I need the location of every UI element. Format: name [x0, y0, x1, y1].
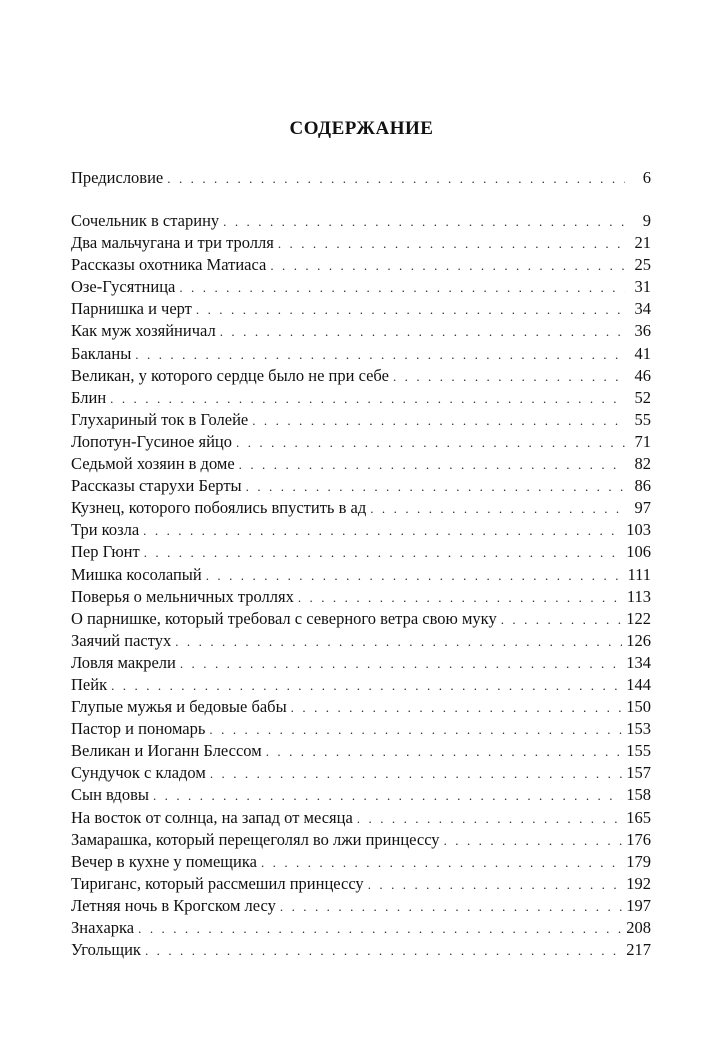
toc-entry — [71, 475, 651, 497]
toc-entry-title: Предисловие — [71, 168, 164, 187]
toc-entry-page-number: 103 — [626, 520, 651, 540]
toc-dot-leader — [368, 874, 623, 896]
toc-dot-leader — [210, 763, 622, 785]
toc-entry-page-number: 111 — [627, 564, 651, 584]
toc-dot-leader — [153, 785, 622, 807]
toc-dot-leader — [291, 697, 623, 719]
toc-dot-leader — [298, 587, 623, 609]
toc-dot-leader — [145, 940, 622, 962]
toc-preface-list — [71, 167, 651, 189]
toc-entry-page-number: 126 — [626, 630, 651, 650]
toc-entry — [71, 829, 651, 851]
toc-dot-leader — [135, 344, 625, 366]
toc-entry-page-number: 25 — [634, 255, 651, 275]
toc-entry-page-number: 97 — [634, 498, 651, 518]
toc-dot-leader — [246, 476, 625, 498]
toc-entry — [71, 541, 651, 563]
toc-entry — [71, 807, 651, 829]
toc-entry — [71, 895, 651, 917]
toc-entry — [71, 320, 651, 342]
toc-entry — [71, 365, 651, 387]
toc-dot-leader — [196, 299, 625, 321]
toc-dot-leader — [266, 741, 623, 763]
toc-entry-title: Пастор и пономарь — [71, 719, 206, 739]
toc-entry-page-number: 6 — [642, 168, 651, 187]
toc-entry-title: Пейк — [71, 674, 108, 694]
toc-entry — [71, 519, 651, 541]
toc-entry — [71, 232, 651, 254]
toc-entry-page-number: 157 — [626, 763, 651, 783]
toc-entry — [71, 784, 651, 806]
toc-entry-page-number: 179 — [626, 851, 651, 871]
toc-list — [71, 210, 651, 961]
toc-entry-title: Бакланы — [71, 343, 132, 363]
toc-entry — [71, 453, 651, 475]
toc-entry-page-number: 71 — [634, 431, 651, 451]
toc-entry-page-number: 82 — [634, 454, 651, 474]
toc-entry-title: Парнишка и черт — [71, 299, 192, 319]
toc-entry — [71, 674, 651, 696]
toc-entry-page-number: 113 — [626, 586, 651, 606]
toc-entry-title: Лопотун-Гусиное яйцо — [71, 431, 233, 451]
toc-entry-page-number: 208 — [626, 918, 651, 937]
toc-entry-title: Глупые мужья и бедовые бабы — [71, 697, 287, 717]
toc-dot-leader — [278, 233, 625, 255]
toc-entry — [71, 939, 651, 961]
toc-entry-page-number: 36 — [634, 321, 651, 341]
toc-dot-leader — [111, 675, 622, 697]
toc-dot-leader — [220, 321, 625, 343]
toc-entry-page-number: 122 — [626, 608, 651, 628]
toc-entry-title: О парнишке, который требовал с северного ветра свою муку — [71, 608, 497, 628]
toc-entry — [71, 762, 651, 784]
toc-entry-title: Замарашка, который перещеголял во лжи принцессу — [71, 829, 440, 849]
toc-entry-title: Кузнец, которого побоялись впустить в ад — [71, 498, 367, 518]
toc-dot-leader — [236, 432, 625, 454]
toc-dot-leader — [444, 830, 623, 852]
toc-entry — [71, 740, 651, 762]
toc-entry-page-number: 106 — [626, 542, 651, 562]
toc-entry-title: Рассказы старухи Берты — [71, 476, 242, 496]
toc-entry-page-number: 217 — [626, 940, 651, 960]
toc-entry-title: Знахарка — [71, 918, 135, 937]
toc-entry-page-number: 134 — [626, 652, 651, 672]
toc-entry-title: Блин — [71, 387, 107, 407]
toc-entry — [71, 167, 651, 189]
toc-dot-leader — [370, 498, 625, 520]
toc-entry-page-number: 155 — [626, 741, 651, 761]
toc-dot-leader — [280, 896, 622, 918]
toc-entry — [71, 564, 651, 586]
toc-entry-page-number: 176 — [626, 829, 651, 849]
toc-entry — [71, 718, 651, 740]
toc-entry-title: Сын вдовы — [71, 785, 149, 805]
toc-entry-title: Сундучок с кладом — [71, 763, 206, 783]
toc-entry-page-number: 153 — [626, 719, 651, 739]
toc-entry-page-number: 31 — [634, 277, 651, 297]
toc-entry — [71, 343, 651, 365]
toc-entry-page-number: 46 — [634, 365, 651, 385]
toc-dot-leader — [180, 653, 622, 675]
toc-entry-title: Летняя ночь в Крогском лесу — [71, 895, 276, 915]
toc-dot-leader — [501, 609, 623, 631]
toc-entry-page-number: 21 — [634, 233, 651, 253]
toc-entry-title: Озе-Гусятница — [71, 277, 176, 297]
toc-entry — [71, 210, 651, 232]
toc-dot-leader — [179, 277, 625, 299]
toc-entry-title: На восток от солнца, на запад от месяца — [71, 807, 353, 827]
toc-entry-title: Ловля макрели — [71, 652, 176, 672]
toc-dot-leader — [209, 719, 622, 741]
toc-entry-page-number: 52 — [634, 387, 651, 407]
toc-entry-title: Тириганс, который рассмешил принцессу — [71, 873, 364, 893]
toc-dot-leader — [206, 565, 624, 587]
toc-entry — [71, 276, 651, 298]
toc-entry-page-number: 34 — [634, 299, 651, 319]
toc-entry — [71, 608, 651, 630]
toc-entry-title: Рассказы охотника Матиаса — [71, 255, 267, 275]
toc-entry — [71, 298, 651, 320]
toc-dot-leader — [138, 918, 622, 940]
toc-entry-page-number: 197 — [626, 895, 651, 915]
toc-dot-leader — [357, 808, 622, 830]
toc-entry — [71, 917, 651, 939]
toc-entry — [71, 586, 651, 608]
toc-entry-title: Вечер в кухне у помещика — [71, 851, 257, 871]
toc-entry-title: Как муж хозяйничал — [71, 321, 216, 341]
toc-dot-leader — [223, 211, 625, 233]
toc-entry-title: Седьмой хозяин в доме — [71, 454, 235, 474]
toc-entry-title: Великан и Иоганн Блессом — [71, 741, 262, 761]
toc-entry-title: Три козла — [71, 520, 140, 540]
toc-entry-page-number: 9 — [642, 211, 651, 230]
toc-entry-page-number: 158 — [626, 785, 651, 805]
toc-entry — [71, 387, 651, 409]
toc-entry — [71, 652, 651, 674]
toc-entry-title: Глухариный ток в Голейе — [71, 409, 249, 429]
toc-entry — [71, 851, 651, 873]
toc-entry-title: Поверья о мельничных троллях — [71, 586, 294, 606]
toc-entry-title: Мишка косолапый — [71, 564, 202, 584]
toc-entry-title: Сочельник в старину — [71, 211, 220, 230]
toc-entry-title: Два мальчугана и три тролля — [71, 233, 274, 253]
toc-dot-leader — [175, 631, 622, 653]
toc-entry-title: Пер Гюнт — [71, 542, 140, 562]
toc-dot-leader — [167, 168, 625, 190]
toc-entry-title: Заячий пастух — [71, 630, 172, 650]
toc-entry — [71, 254, 651, 276]
toc-dot-leader — [252, 410, 625, 432]
toc-entry-page-number: 165 — [626, 807, 651, 827]
toc-dot-leader — [110, 388, 625, 410]
page-title: СОДЕРЖАНИЕ — [289, 118, 434, 139]
toc-entry-page-number: 41 — [634, 343, 651, 363]
toc-entry-title: Угольщик — [71, 940, 141, 960]
toc-entry — [71, 696, 651, 718]
toc-entry-page-number: 192 — [626, 873, 651, 893]
toc-entry-title: Великан, у которого сердце было не при себе — [71, 365, 389, 385]
toc-entry — [71, 431, 651, 453]
toc-dot-leader — [239, 454, 625, 476]
toc-dot-leader — [143, 520, 622, 542]
toc-dot-leader — [144, 542, 623, 564]
toc-entry-page-number: 150 — [626, 697, 651, 717]
toc-dot-leader — [270, 255, 625, 277]
toc-entry — [71, 873, 651, 895]
toc-entry-page-number: 86 — [634, 476, 651, 496]
toc-entry-page-number: 55 — [634, 409, 651, 429]
toc-entry-page-number: 144 — [626, 674, 651, 694]
toc-entry — [71, 409, 651, 431]
toc-dot-leader — [393, 366, 625, 388]
toc-entry — [71, 497, 651, 519]
toc-entry — [71, 630, 651, 652]
toc-dot-leader — [261, 852, 622, 874]
